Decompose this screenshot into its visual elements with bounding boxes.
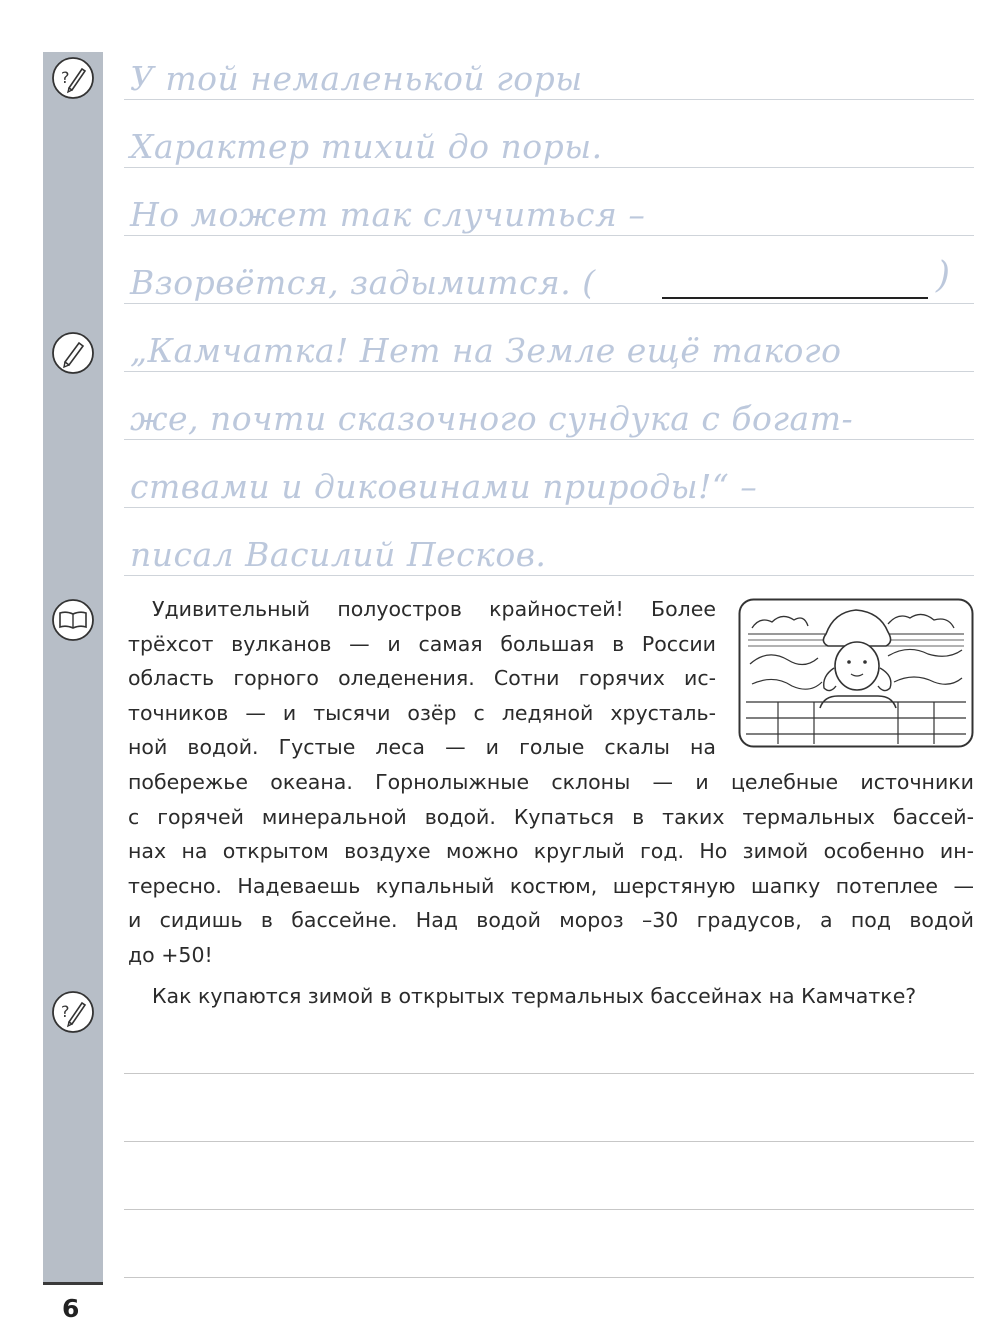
passage-line: до +50! [128, 942, 213, 967]
ruled-line [124, 99, 974, 100]
cursive-line [124, 448, 974, 508]
answer-line[interactable] [124, 1073, 974, 1074]
answer-line[interactable] [124, 1141, 974, 1142]
cursive-line [124, 108, 974, 168]
cursive-line [124, 312, 974, 372]
passage-line: побережье океана. Горнолыжные склоны — и целебные источники [128, 770, 974, 794]
ruled-line [124, 575, 974, 576]
passage-line: точников — и тысячи озёр с ледяной хрусталь- [128, 700, 716, 725]
svg-text:?: ? [61, 68, 70, 87]
cursive-text: писал Василий Песков. [130, 535, 547, 574]
answer-line[interactable] [124, 1209, 974, 1210]
cursive-line [124, 176, 974, 236]
pen-icon [51, 331, 95, 375]
passage-line: Удивительный полуостров крайностей! Более [152, 597, 716, 621]
cursive-text: Характер тихий до поры. [130, 127, 603, 166]
cursive-line [124, 380, 974, 440]
closing-paren: ) [936, 255, 951, 296]
passage-full [128, 765, 974, 972]
ruled-line [124, 167, 974, 168]
passage-wrapped [128, 592, 716, 765]
cursive-line [124, 244, 974, 304]
ruled-line [124, 507, 974, 508]
passage-line: область горного оледенения. Сотни горячих ис- [128, 666, 716, 690]
cursive-text: Но может так случиться – [130, 195, 646, 234]
thermal-pool-illustration [738, 598, 974, 748]
svg-text:?: ? [61, 1002, 70, 1021]
question-text: Как купаются зимой в открытых термальных бассейнах на Камчатке? [152, 984, 917, 1008]
passage-line: и сидишь в бассейне. Над водой мороз –30 градусов, а под водой [128, 908, 974, 932]
answer-line[interactable] [124, 1277, 974, 1278]
ruled-line [124, 371, 974, 372]
sidebar-strip [43, 52, 103, 1282]
sidebar-bottom-rule [43, 1282, 103, 1285]
passage-line: тересно. Надеваешь купальный костюм, шерстяную шапку потеплее — [128, 873, 974, 898]
cursive-line [124, 40, 974, 100]
cursive-text: „Камчатка! Нет на Земле ещё такого [130, 331, 842, 370]
book-icon [51, 598, 95, 642]
cursive-text: ствами и диковинами природы!“ – [130, 467, 758, 506]
passage-line: с горячей минеральной водой. Купаться в таких термальных бассей- [128, 804, 974, 829]
ruled-line [124, 303, 974, 304]
question-pen-icon [51, 56, 95, 100]
answer-blank[interactable] [662, 297, 928, 299]
passage-line: трёхсот вулканов — и самая большая в России [128, 631, 716, 656]
page-number: 6 [62, 1294, 80, 1323]
question-pen-icon [51, 990, 95, 1034]
cursive-text: У той немаленькой горы [130, 59, 583, 98]
ruled-line [124, 235, 974, 236]
passage-line: нах на открытом воздухе можно круглый год. Но зимой особенно ин- [128, 839, 974, 863]
cursive-line [124, 516, 974, 576]
cursive-text: Взорвётся, задымится. ( [130, 263, 596, 302]
ruled-line [124, 439, 974, 440]
passage-line: ной водой. Густые леса — и голые скалы на [128, 735, 716, 759]
cursive-text: же, почти сказочного сундука с богат- [130, 399, 854, 438]
